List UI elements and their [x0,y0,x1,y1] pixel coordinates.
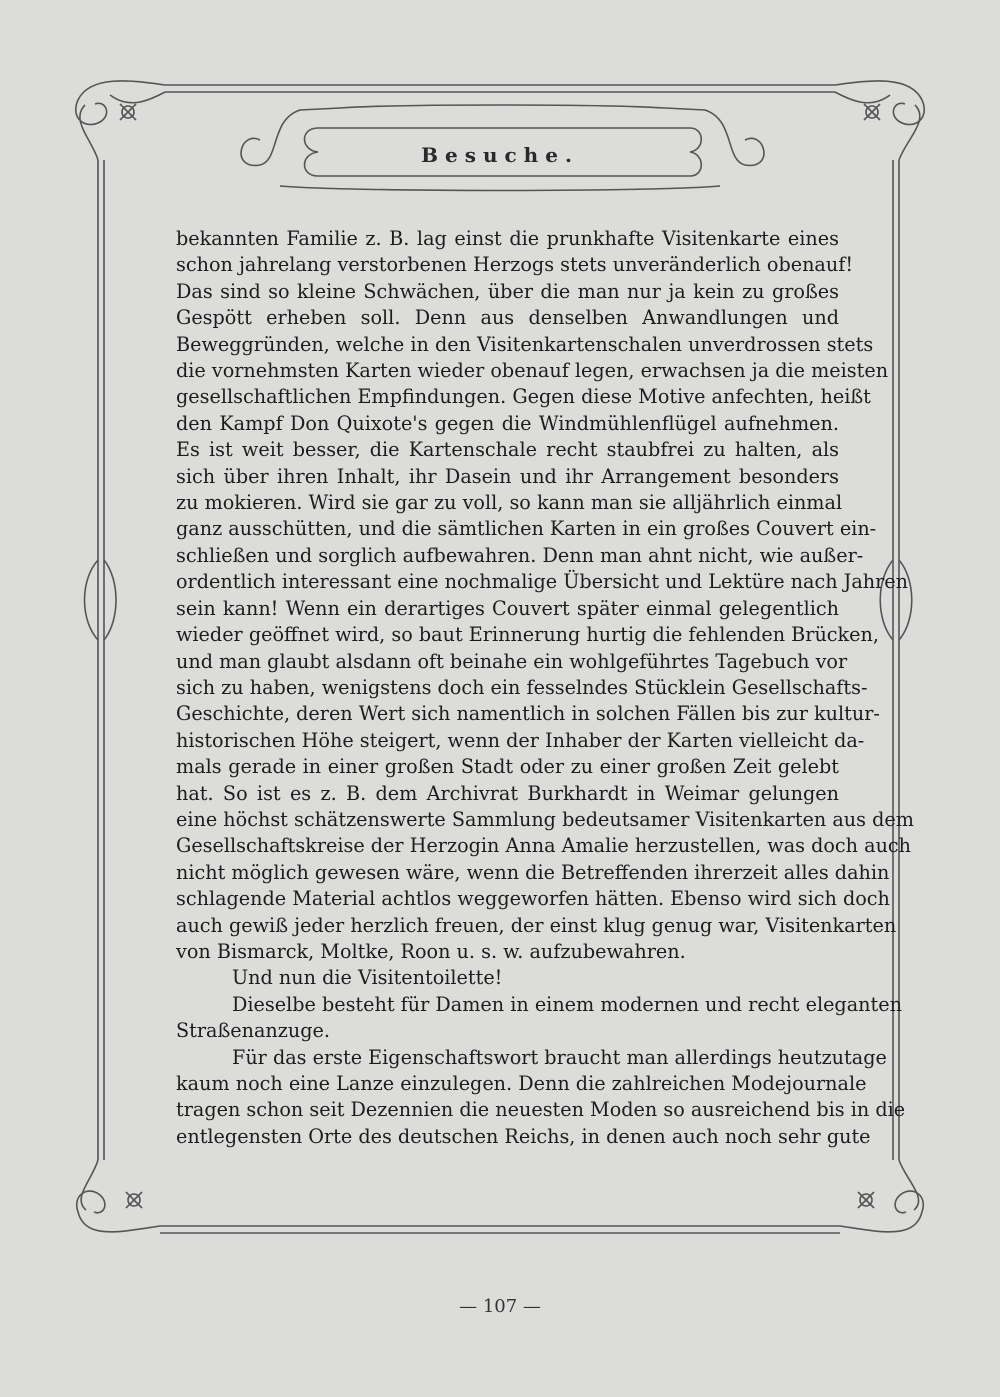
text-line: schließen und sorglich aufbewahren. Denn man ahnt nicht, wie außer- [176,543,864,567]
text-line: Beweggründen, welche in den Visitenkartenschalen unverdrossen stets [176,332,874,356]
text-line: schlagende Material achtlos weggeworfen hätten. Ebenso wird sich doch [176,887,890,911]
page-number: — 107 — [459,1296,541,1317]
text-line: bekannten Familie z. B. lag einst die prunkhafte Visitenkarte eines [176,227,839,250]
text-line: ordentlich interessant eine nochmalige Übersicht und Lektüre nach Jahren [176,570,909,594]
text-line: sich zu haben, wenigstens doch ein fesselndes Stücklein Gesellschafts- [176,675,868,699]
text-line: gesellschaftlichen Empfindungen. Gegen diese Motive anfechten, heißt [176,385,871,409]
text-line: den Kampf Don Quixote's gegen die Windmühlenflügel aufnehmen. [176,411,839,435]
paragraph-first-line: Dieselbe besteht für Damen in einem modernen und recht eleganten [232,992,902,1016]
text-line: sich über ihren Inhalt, ihr Dasein und ihr Arrangement besonders [176,464,839,488]
paragraph-first-line: Und nun die Visitentoilette! [232,966,503,990]
text-line: Gesellschaftskreise der Herzogin Anna Amalie herzustellen, was doch auch [176,834,912,858]
text-line: die vornehmsten Karten wieder obenauf legen, erwachsen ja die meisten [176,359,889,383]
text-line: sein kann! Wenn ein derartiges Couvert später einmal gelegentlich [176,596,839,620]
text-line: mals gerade in einer großen Stadt oder zu einer großen Zeit gelebt [176,755,839,779]
text-line: Das sind so kleine Schwächen, über die man nur ja kein zu großes [176,279,839,303]
text-line: hat. So ist es z. B. dem Archivrat Burkhardt in Weimar gelungen [176,781,839,805]
text-line: und man glaubt alsdann oft beinahe ein wohlgeführtes Tagebuch vor [176,649,848,673]
text-line: entlegensten Orte des deutschen Reichs, in denen auch noch sehr gute [176,1124,871,1148]
body-text [176,226,914,1150]
text-line: zu mokieren. Wird sie gar zu voll, so kann man sie alljährlich einmal [176,491,843,515]
text-line: wieder geöffnet wird, so baut Erinnerung hurtig die fehlenden Brücken, [176,623,879,647]
text-line: von Bismarck, Moltke, Roon u. s. w. aufzubewahren. [176,939,686,963]
text-line: kaum noch eine Lanze einzulegen. Denn die zahlreichen Modejournale [176,1072,867,1095]
text-line: auch gewiß jeder herzlich freuen, der einst klug genug war, Visitenkarten [176,913,897,937]
paragraph-first-line: Für das erste Eigenschaftswort braucht man allerdings heutzutage [232,1045,887,1069]
text-line: Straßenanzuge. [176,1019,330,1043]
text-line: eine höchst schätzenswerte Sammlung bedeutsamer Visitenkarten aus dem [176,807,914,831]
text-line: schon jahrelang verstorbenen Herzogs stets unveränderlich obenauf! [176,253,854,277]
running-head: Besuche. [421,143,579,167]
text-line: historischen Höhe steigert, wenn der Inhaber der Karten vielleicht da- [176,728,865,752]
text-line: Geschichte, deren Wert sich namentlich in solchen Fällen bis zur kultur- [176,702,880,726]
text-line: nicht möglich gewesen wäre, wenn die Betreffenden ihrerzeit alles dahin [176,860,890,884]
text-line: tragen schon seit Dezennien die neuesten Moden so ausreichend bis in die [176,1098,906,1122]
text-line: Es ist weit besser, die Kartenschale recht staubfrei zu halten, als [176,438,839,462]
text-line: ganz ausschütten, und die sämtlichen Karten in ein großes Couvert ein- [176,517,877,541]
text-line: Gespött erheben soll. Denn aus denselben Anwandlungen und [176,306,839,330]
